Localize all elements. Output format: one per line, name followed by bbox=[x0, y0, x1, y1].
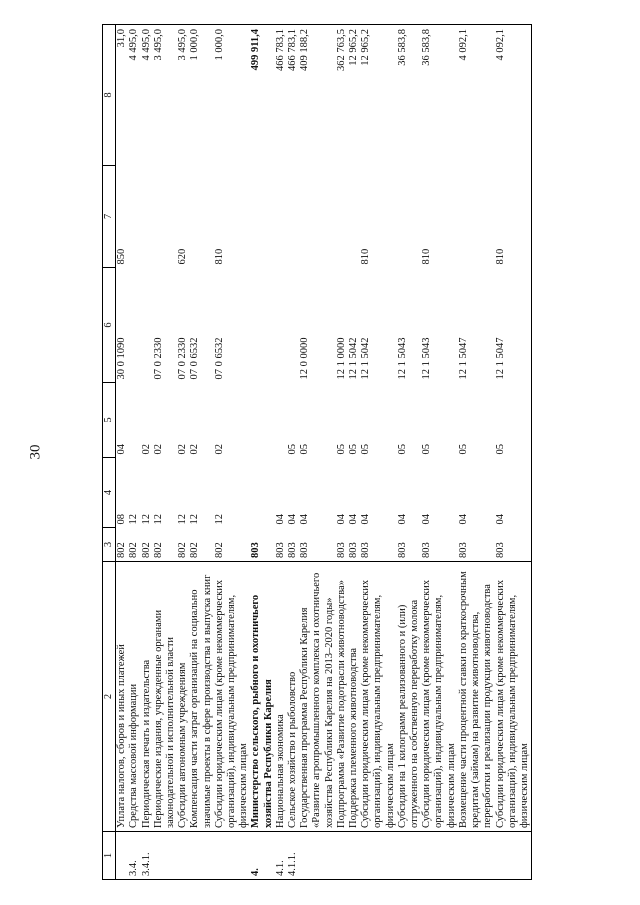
cell-expense-type-code bbox=[458, 166, 495, 268]
table-row bbox=[287, 25, 299, 880]
cell-target-code bbox=[141, 268, 153, 383]
cell-amount: 362 763,5 bbox=[336, 25, 348, 166]
cell-section-code: 12 bbox=[128, 514, 140, 525]
header-col-4: 4 bbox=[103, 458, 116, 528]
table-row bbox=[189, 25, 213, 880]
cell-target-code bbox=[275, 268, 287, 383]
cell-section-code: 04 bbox=[421, 514, 433, 525]
cell-target-code: 12 1 5043 bbox=[421, 337, 433, 380]
cell-target-code: 12 1 5047 bbox=[457, 337, 469, 380]
cell-expense-type-code bbox=[250, 166, 274, 268]
cell-name: Средства массовой информации bbox=[128, 683, 140, 828]
table-row bbox=[250, 25, 274, 880]
budget-table bbox=[102, 24, 532, 880]
cell-subsection-code: 05 bbox=[287, 444, 299, 455]
cell-amount: 12 965,2 bbox=[360, 25, 397, 166]
cell-name: Подпрограмма «Развитие подотрасли животноводства» bbox=[335, 580, 347, 828]
cell-section-code: 04 bbox=[360, 514, 372, 525]
cell-target-code: 12 1 5043 bbox=[396, 337, 408, 380]
cell-amount: 1 000,0 bbox=[189, 25, 213, 166]
cell-number bbox=[495, 832, 532, 880]
cell-expense-type-code: 810 bbox=[421, 248, 433, 265]
cell-section-code: 12 bbox=[213, 514, 225, 525]
cell-subsection-code: 05 bbox=[421, 444, 433, 455]
header-col-8: 8 bbox=[103, 25, 116, 166]
cell-section-code: 04 bbox=[396, 514, 408, 525]
table-row bbox=[177, 25, 189, 880]
header-col-5: 5 bbox=[103, 383, 116, 458]
table-row bbox=[495, 25, 532, 880]
cell-target-code bbox=[287, 268, 299, 383]
cell-name: Компенсация части затрат организаций на социально значимые проекты в сфере производства и выпуска книг bbox=[189, 574, 213, 828]
cell-section-code: 04 bbox=[299, 514, 311, 525]
table-body bbox=[116, 25, 532, 880]
cell-ministry-code: 803 bbox=[397, 528, 421, 562]
cell-ministry-code: 803 bbox=[287, 528, 299, 562]
cell-number bbox=[214, 832, 251, 880]
cell-subsection-code: 02 bbox=[140, 444, 152, 455]
cell-expense-type-code bbox=[336, 166, 348, 268]
cell-name: Субсидии юридическим лицам (кроме некоммерческих организаций), индивидуальным предпринимателям, физическим лицам bbox=[495, 562, 532, 832]
cell-expense-type-code: 620 bbox=[177, 248, 189, 265]
table-row bbox=[275, 25, 287, 880]
cell-subsection-code: 02 bbox=[189, 444, 201, 455]
cell-number: 3.4. bbox=[128, 832, 140, 880]
cell-number bbox=[336, 832, 348, 880]
cell-amount: 4 092,1 bbox=[458, 25, 495, 166]
cell-section-code: 04 bbox=[495, 458, 532, 528]
cell-target-code: 07 0 6532 bbox=[213, 337, 225, 380]
cell-expense-type-code bbox=[299, 166, 336, 268]
cell-ministry-code: 802 bbox=[177, 528, 189, 562]
cell-ministry-code: 803 bbox=[421, 528, 458, 562]
table-row bbox=[299, 25, 336, 880]
cell-subsection-code: 05 bbox=[348, 444, 360, 455]
cell-number: 3.4.1. bbox=[141, 832, 153, 880]
cell-name: Поддержка племенного животноводства bbox=[348, 647, 360, 828]
cell-section-code: 04 bbox=[335, 514, 347, 525]
cell-section-code: 04 bbox=[274, 514, 286, 525]
cell-name: Уплата налогов, сборов и иных платежей bbox=[116, 644, 128, 828]
cell-name: Министерство сельского, рыбного и охотничьего хозяйства Республики Карелия bbox=[250, 594, 274, 828]
cell-number: 4.1. bbox=[275, 832, 287, 880]
cell-section-code: 04 bbox=[457, 514, 469, 525]
cell-expense-type-code bbox=[141, 166, 153, 268]
cell-section-code: 12 bbox=[140, 514, 152, 525]
cell-section-code: 12 bbox=[152, 514, 164, 525]
cell-ministry-code: 802 bbox=[214, 528, 251, 562]
cell-number bbox=[189, 832, 213, 880]
cell-number: 4.1.1. bbox=[287, 832, 299, 880]
cell-ministry-code: 802 bbox=[116, 528, 129, 562]
cell-amount: 31,0 bbox=[116, 25, 129, 166]
table-row bbox=[360, 25, 397, 880]
cell-subsection-code: 04 bbox=[116, 444, 128, 455]
cell-target-code: 12 1 0000 bbox=[335, 337, 347, 380]
table-row bbox=[214, 25, 251, 880]
cell-section-code: 12 bbox=[177, 514, 189, 525]
cell-subsection-code: 02 bbox=[177, 444, 189, 455]
cell-target-code: 12 1 5047 bbox=[495, 268, 532, 383]
table-row bbox=[397, 25, 421, 880]
cell-name: Возмещение части процентной ставки по краткосрочным кредитам (займам) на развитие животноводства, переработки и реализации продукции животноводства bbox=[457, 571, 494, 828]
table-row bbox=[348, 25, 360, 880]
cell-name: Субсидии юридическим лицам (кроме некоммерческих организаций), индивидуальным предпринимателям, физическим лицам bbox=[213, 579, 250, 828]
cell-target-code: 07 0 6532 bbox=[189, 337, 201, 380]
cell-subsection-code: 05 bbox=[495, 383, 532, 458]
cell-section-code: 04 bbox=[287, 514, 299, 525]
header-col-1: 1 bbox=[103, 832, 116, 880]
table-row bbox=[421, 25, 458, 880]
cell-subsection-code: 05 bbox=[360, 444, 372, 455]
cell-number bbox=[116, 832, 129, 880]
cell-number bbox=[397, 832, 421, 880]
cell-name: Государственная программа Республики Карелия «Развитие агропромышленного комплекса и охотничьего хозяйства Республики Карелия на 2013–2020 годы» bbox=[299, 572, 335, 828]
cell-amount: 466 783,1 bbox=[275, 25, 287, 166]
cell-subsection-code bbox=[275, 383, 287, 458]
cell-amount: 466 783,1 bbox=[287, 25, 299, 166]
cell-ministry-code: 802 bbox=[128, 528, 140, 562]
cell-subsection-code: 02 bbox=[213, 444, 225, 455]
cell-target-code bbox=[250, 268, 274, 383]
cell-number bbox=[177, 832, 189, 880]
cell-ministry-code: 803 bbox=[250, 528, 274, 562]
cell-number bbox=[421, 832, 458, 880]
cell-ministry-code: 803 bbox=[348, 528, 360, 562]
cell-expense-type-code bbox=[275, 166, 287, 268]
cell-amount: 499 911,4 bbox=[250, 25, 274, 166]
header-col-2: 2 bbox=[103, 562, 116, 832]
page-number: 30 bbox=[27, 444, 44, 460]
cell-target-code: 07 0 2330 bbox=[177, 337, 189, 380]
table-row bbox=[141, 25, 153, 880]
cell-name: Периодическая печать и издательства bbox=[140, 659, 152, 828]
cell-number bbox=[360, 832, 397, 880]
cell-ministry-code: 803 bbox=[275, 528, 287, 562]
cell-expense-type-code bbox=[397, 166, 421, 268]
cell-ministry-code: 802 bbox=[153, 528, 177, 562]
cell-section-code: 04 bbox=[348, 514, 360, 525]
cell-number: 4. bbox=[250, 832, 274, 880]
table-row bbox=[128, 25, 140, 880]
cell-name: Субсидии юридическим лицам (кроме некоммерческих организаций), индивидуальным предпринимателям, физическим лицам bbox=[421, 579, 457, 828]
cell-ministry-code: 803 bbox=[299, 528, 336, 562]
header-col-7: 7 bbox=[103, 166, 116, 268]
cell-ministry-code: 803 bbox=[458, 528, 495, 562]
cell-subsection-code: 02 bbox=[152, 444, 164, 455]
cell-number bbox=[299, 832, 336, 880]
cell-number bbox=[458, 832, 495, 880]
cell-expense-type-code bbox=[348, 166, 360, 268]
cell-name: Национальная экономика bbox=[274, 714, 286, 828]
cell-amount: 4 495,0 bbox=[141, 25, 153, 166]
cell-ministry-code: 803 bbox=[495, 528, 532, 562]
table-row bbox=[336, 25, 348, 880]
cell-subsection-code bbox=[250, 383, 274, 458]
cell-target-code bbox=[128, 268, 140, 383]
cell-subsection-code: 05 bbox=[396, 444, 408, 455]
cell-target-code: 12 1 5042 bbox=[348, 337, 360, 380]
cell-ministry-code: 803 bbox=[360, 528, 397, 562]
table-row bbox=[458, 25, 495, 880]
cell-amount: 12 965,2 bbox=[348, 25, 360, 166]
cell-name: Сельское хозяйство и рыболовство bbox=[287, 671, 299, 828]
cell-target-code: 30 0 1090 bbox=[116, 337, 128, 380]
cell-amount: 36 583,8 bbox=[421, 25, 458, 166]
cell-section-code: 12 bbox=[189, 514, 201, 525]
cell-section-code bbox=[250, 458, 274, 528]
cell-name: Субсидии автономным учреждениям bbox=[177, 662, 189, 828]
cell-amount: 3 495,0 bbox=[153, 25, 177, 166]
cell-ministry-code: 802 bbox=[189, 528, 213, 562]
cell-amount: 3 495,0 bbox=[177, 25, 189, 166]
cell-name: Субсидии юридическим лицам (кроме некоммерческих организаций), индивидуальным предпринимателям, физическим лицам bbox=[360, 579, 396, 828]
cell-expense-type-code: 810 bbox=[213, 248, 225, 265]
cell-target-code: 12 0 0000 bbox=[299, 337, 311, 380]
cell-expense-type-code bbox=[128, 166, 140, 268]
cell-ministry-code: 803 bbox=[336, 528, 348, 562]
cell-name: Субсидии на 1 килограмм реализованного и (или) отгруженного на собственную переработку молока bbox=[396, 599, 421, 828]
cell-expense-type-code bbox=[189, 166, 213, 268]
cell-target-code: 12 1 5042 bbox=[360, 337, 372, 380]
cell-expense-type-code: 810 bbox=[360, 248, 372, 265]
header-col-6: 6 bbox=[103, 268, 116, 383]
cell-subsection-code: 05 bbox=[335, 444, 347, 455]
cell-expense-type-code bbox=[287, 166, 299, 268]
cell-amount: 36 583,8 bbox=[397, 25, 421, 166]
cell-expense-type-code: 850 bbox=[116, 248, 128, 265]
cell-number bbox=[153, 832, 177, 880]
cell-name: Периодические издания, учрежденные органами законодательной и исполнительной власти bbox=[152, 609, 177, 828]
cell-amount: 1 000,0 bbox=[214, 25, 251, 166]
cell-expense-type-code bbox=[153, 166, 177, 268]
cell-subsection-code bbox=[128, 383, 140, 458]
header-col-3: 3 bbox=[103, 528, 116, 562]
cell-number bbox=[348, 832, 360, 880]
table-row bbox=[153, 25, 177, 880]
cell-target-code: 07 0 2330 bbox=[152, 337, 164, 380]
cell-subsection-code: 05 bbox=[299, 444, 311, 455]
cell-expense-type-code: 810 bbox=[495, 166, 532, 268]
cell-subsection-code: 05 bbox=[457, 444, 469, 455]
cell-amount: 409 188,2 bbox=[299, 25, 336, 166]
budget-table-rotated bbox=[102, 25, 622, 880]
cell-section-code: 08 bbox=[116, 514, 128, 525]
cell-amount: 4 092,1 bbox=[495, 25, 532, 166]
table-row bbox=[116, 25, 129, 880]
cell-amount: 4 495,0 bbox=[128, 25, 140, 166]
header-row bbox=[103, 25, 116, 880]
cell-ministry-code: 802 bbox=[141, 528, 153, 562]
